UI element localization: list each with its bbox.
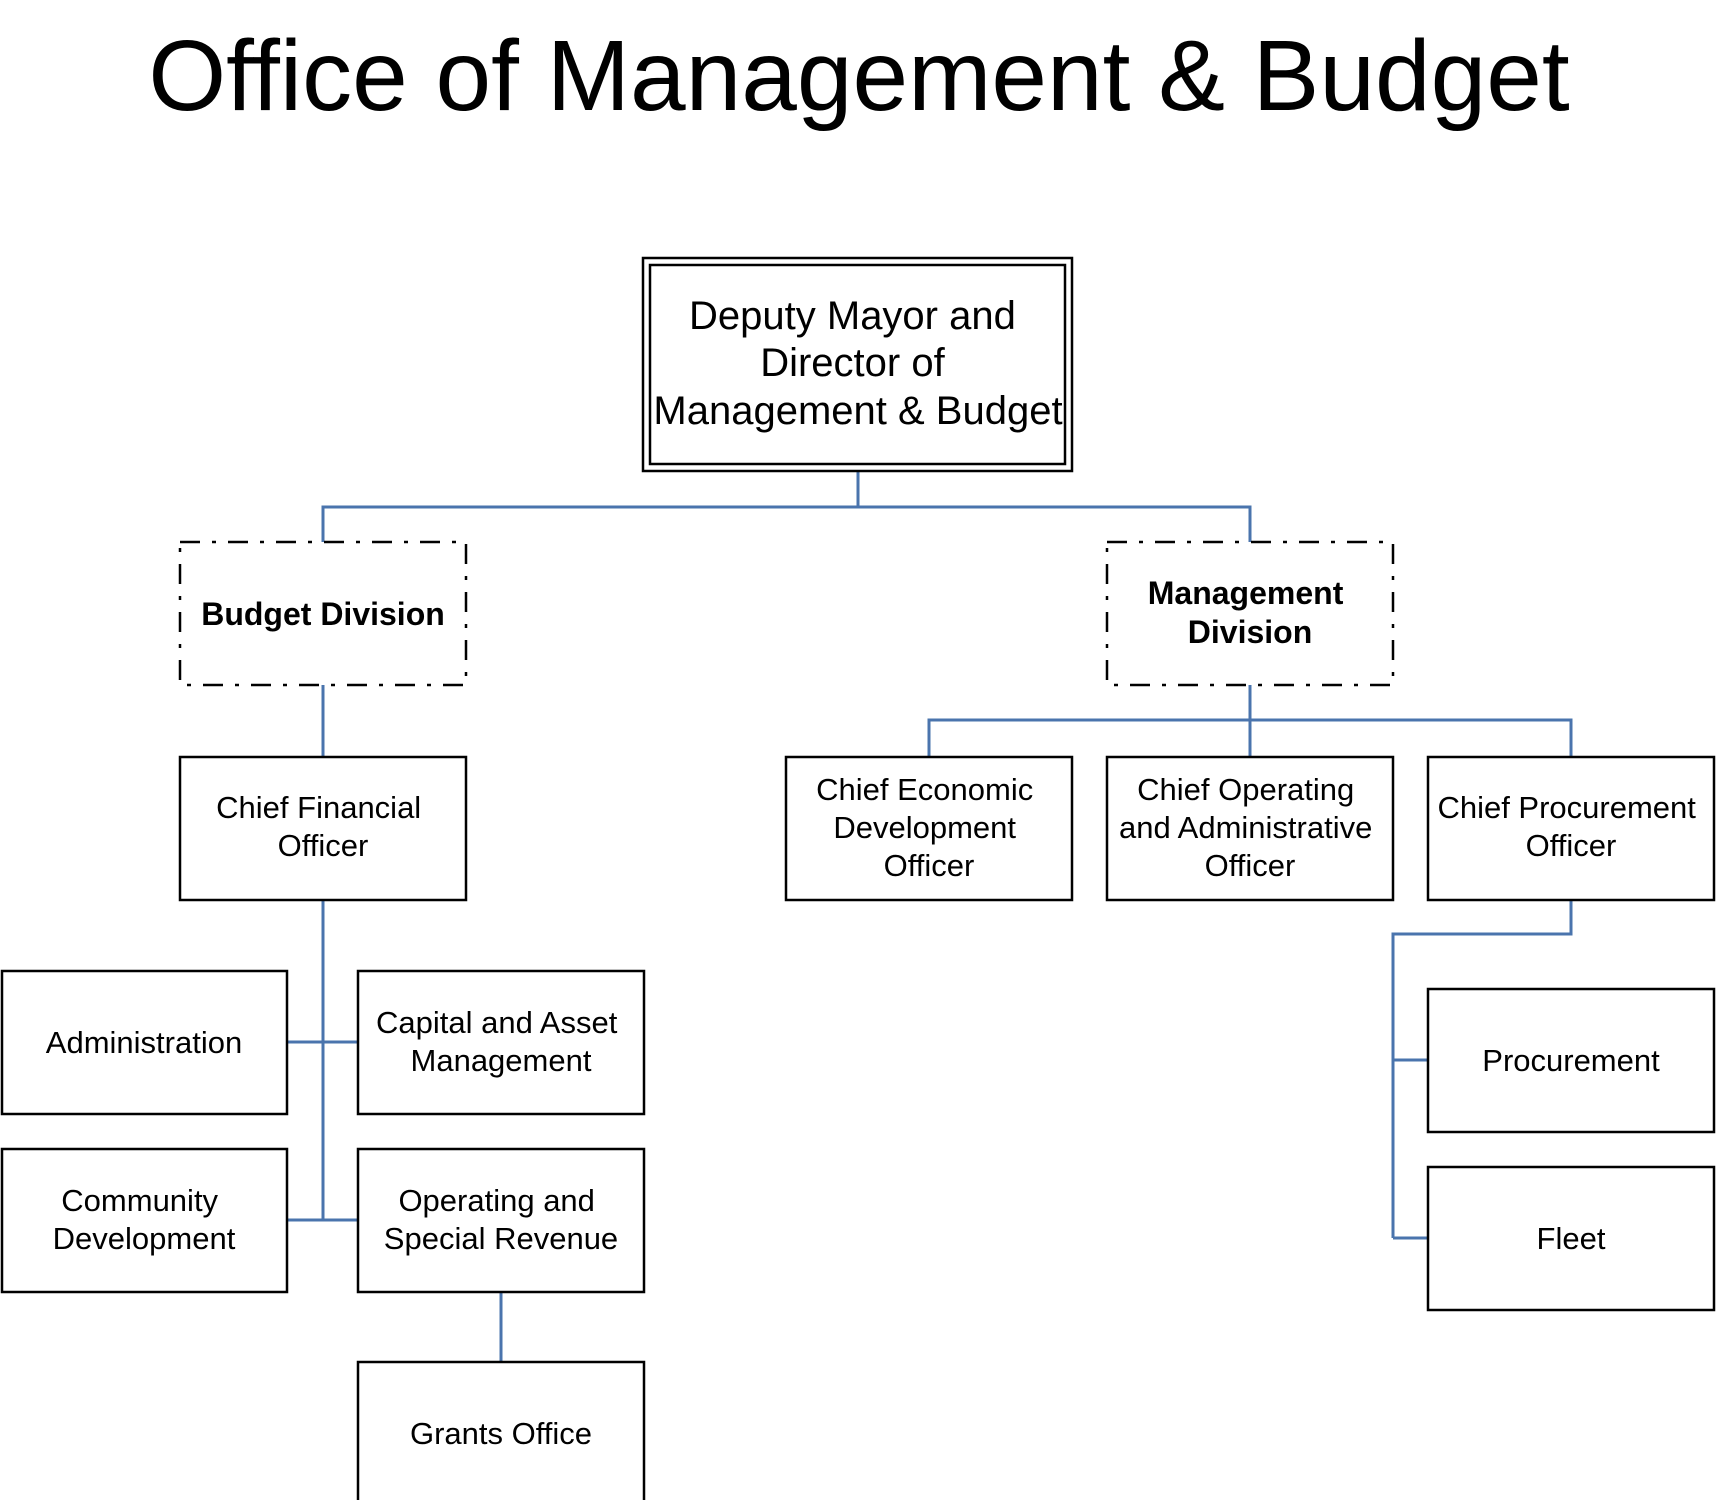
community-development-box bbox=[2, 1149, 287, 1292]
svg-text:Grants Office bbox=[410, 1416, 592, 1451]
procurement-officer-line-1: Chief Procurement bbox=[1437, 790, 1696, 825]
economic-officer-box bbox=[786, 757, 1072, 900]
fleet-box bbox=[1428, 1167, 1714, 1310]
director-line-2: Director of bbox=[760, 341, 945, 385]
management-division-label-1: Management bbox=[1147, 575, 1344, 611]
cfo-line-2: Officer bbox=[277, 828, 369, 863]
procurement-officer-box bbox=[1428, 757, 1714, 900]
economic-officer-line-3: Officer bbox=[883, 848, 975, 883]
grants-office-label: Grants Office bbox=[409, 1416, 593, 1451]
administration-label: Administration bbox=[45, 1025, 243, 1060]
management-division-box bbox=[1107, 542, 1393, 685]
procurement-box bbox=[1428, 989, 1714, 1132]
connector-division-bar bbox=[323, 507, 1250, 542]
cfo-box bbox=[180, 757, 466, 900]
community-development-line-2: Development bbox=[52, 1221, 236, 1256]
operating-officer-line-3: Officer bbox=[1204, 848, 1296, 883]
procurement-label: Procurement bbox=[1482, 1043, 1660, 1078]
budget-division-box bbox=[180, 542, 466, 685]
svg-text:Procurement bbox=[1482, 1043, 1660, 1078]
svg-text:Fleet bbox=[1537, 1221, 1606, 1256]
operating-special-revenue-box bbox=[358, 1149, 644, 1292]
director-line-1: Deputy Mayor and bbox=[689, 294, 1016, 338]
budget-division-label: Budget Division bbox=[201, 596, 445, 632]
capital-asset-line-2: Management bbox=[410, 1043, 592, 1078]
fleet-label: Fleet bbox=[1536, 1221, 1606, 1256]
operating-officer-line-2: and Administrative bbox=[1119, 810, 1373, 845]
capital-asset-box bbox=[358, 971, 644, 1114]
page-title: Office of Management & Budget bbox=[148, 20, 1570, 132]
procurement-officer-line-2: Officer bbox=[1525, 828, 1617, 863]
operating-special-line-2: Special Revenue bbox=[383, 1221, 619, 1256]
director-box bbox=[643, 258, 1072, 471]
community-development-line-1: Community bbox=[61, 1183, 219, 1218]
economic-officer-line-1: Chief Economic bbox=[816, 772, 1034, 807]
operating-officer-box bbox=[1107, 757, 1393, 900]
svg-text:Budget Division bbox=[201, 596, 445, 632]
economic-officer-line-2: Development bbox=[833, 810, 1017, 845]
svg-text:Administration bbox=[46, 1025, 242, 1060]
grants-office-box bbox=[358, 1362, 644, 1500]
administration-box bbox=[2, 971, 287, 1114]
director-line-3: Management & Budget bbox=[653, 389, 1063, 433]
capital-asset-line-1: Capital and Asset bbox=[376, 1005, 618, 1040]
management-division-label-2: Division bbox=[1187, 614, 1313, 650]
operating-officer-line-1: Chief Operating bbox=[1137, 772, 1355, 807]
operating-special-line-1: Operating and bbox=[398, 1183, 595, 1218]
cfo-line-1: Chief Financial bbox=[216, 790, 422, 825]
